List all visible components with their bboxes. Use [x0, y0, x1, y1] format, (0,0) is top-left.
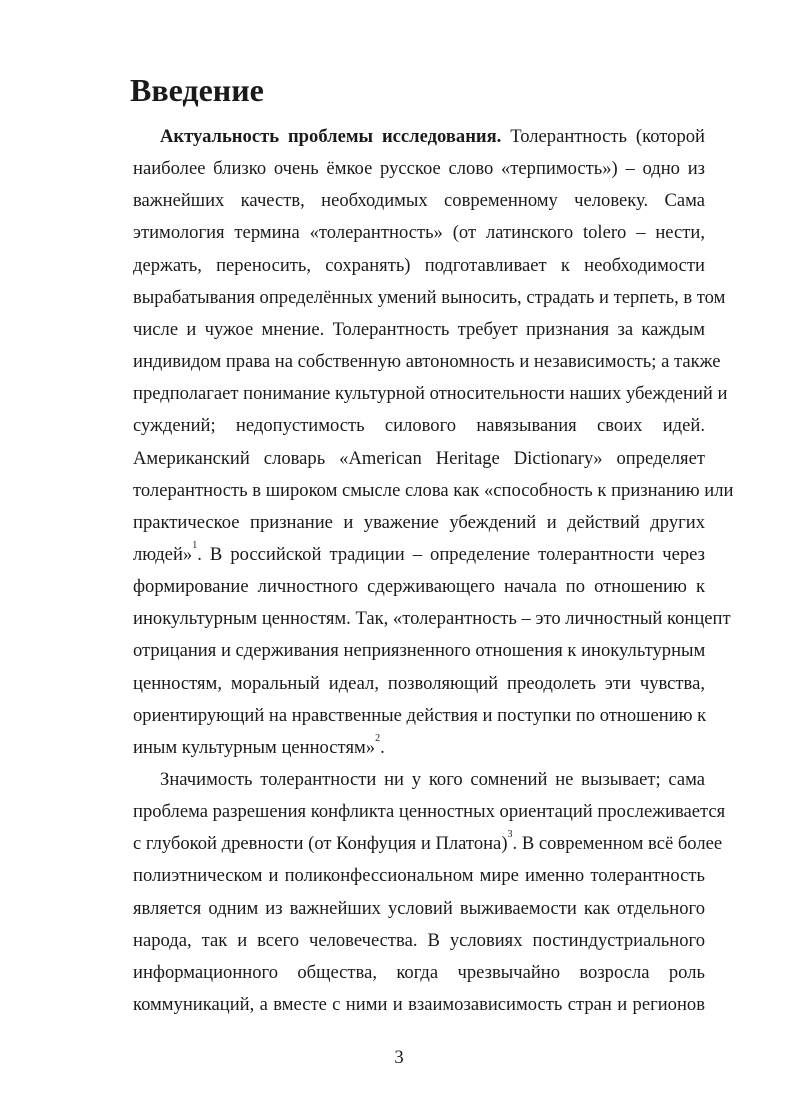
line-text: является одним из важнейших условий выживаемости как отдельного	[133, 897, 705, 919]
line-text: коммуникаций, а вместе с ними и взаимозависимость стран и регионов	[133, 994, 705, 1016]
text-line	[133, 318, 705, 342]
line-text: ценностям, моральный идеал, позволяющий преодолеть эти чувства,	[133, 672, 705, 694]
text-line	[133, 254, 705, 278]
line-text: держать, переносить, сохранять) подготавливает к необходимости	[133, 254, 705, 276]
line-text: практическое признание и уважение убеждений и действий других	[133, 511, 705, 533]
text-line	[133, 829, 723, 856]
line-text: с глубокой древности (от Конфуция и Платона)	[133, 833, 508, 855]
text-line	[133, 672, 705, 696]
section-heading: Введение	[130, 72, 264, 108]
line-text: отрицания и сдерживания неприязненного отношения к инокультурным	[133, 640, 706, 662]
line-text: полиэтническом и поликонфессиональном мире именно толерантность	[133, 865, 705, 887]
line-text: иным культурным ценностям»	[133, 736, 376, 758]
line-text: этимология термина «толерантность» (от латинского tolero – нести,	[133, 222, 705, 244]
line-text: ориентирующий на нравственные действия и поступки по отношению к	[133, 704, 707, 726]
line-text: проблема разрешения конфликта ценностных ориентаций прослеживается	[133, 801, 726, 823]
line-text-after-footnote: . В современном всё более	[512, 833, 723, 855]
line-text: предполагает понимание культурной относительности наших убеждений и	[133, 383, 728, 405]
text-line	[133, 961, 705, 985]
text-line	[133, 447, 705, 471]
text-line	[133, 286, 726, 310]
line-text: Значимость толерантности ни у кого сомнений не вызывает; сама	[160, 769, 705, 790]
text-line	[133, 864, 705, 888]
text-line	[133, 221, 705, 245]
text-line	[133, 732, 705, 760]
text-line	[133, 157, 705, 181]
line-text: индивидом права на собственную автономность и независимость; а также	[133, 351, 721, 373]
bold-lead-in: Актуальность проблемы исследования.	[160, 126, 502, 147]
text-line	[133, 639, 705, 663]
page-number: 3	[394, 1047, 404, 1068]
line-text: Толерантность (которой	[501, 126, 705, 147]
text-line	[133, 575, 705, 599]
line-text: формирование личностного сдерживающего начала по отношению к	[133, 576, 705, 598]
text-line	[133, 993, 705, 1017]
line-text-after-footnote: . В российской традиции – определение толерантности через	[197, 543, 705, 565]
line-text: Американский словарь «American Heritage Dictionary» определяет	[133, 447, 705, 469]
text-line	[133, 897, 705, 921]
footnote-marker[interactable]: 1	[192, 539, 198, 551]
text-line	[133, 800, 726, 824]
text-line	[133, 704, 705, 728]
line-text: числе и чужое мнение. Толерантность требует признания за каждым	[133, 318, 705, 340]
line-text: людей»	[133, 543, 193, 565]
line-text: суждений; недопустимость силового навязывания своих идей.	[133, 415, 705, 437]
line-text: народа, так и всего человечества. В условиях постиндустриального	[133, 929, 705, 951]
line-text: вырабатывания определённых умений выносить, страдать и терпеть, в том	[133, 286, 726, 308]
line-text-after-footnote: .	[380, 736, 385, 758]
text-line	[133, 929, 705, 953]
line-text: информационного общества, когда чрезвычайно возросла роль	[133, 961, 705, 983]
text-line	[133, 414, 705, 438]
text-line	[133, 539, 705, 567]
footnote-marker[interactable]: 2	[375, 732, 381, 744]
line-text: толерантность в широком смысле слова как «способность к признанию или	[133, 479, 734, 501]
text-line	[160, 125, 705, 149]
text-line	[133, 479, 734, 503]
footnote-marker[interactable]: 3	[507, 829, 513, 841]
text-line	[133, 511, 705, 535]
line-text: инокультурным ценностям. Так, «толерантность – это личностный концепт	[133, 608, 731, 630]
text-line	[133, 350, 721, 374]
line-text: наиболее близко очень ёмкое русское слово «терпимость») – одно из	[133, 158, 705, 180]
line-text: важнейших качеств, необходимых современному человеку. Сама	[133, 190, 705, 212]
text-line	[133, 607, 731, 631]
text-line	[133, 189, 705, 213]
text-line	[160, 768, 705, 792]
text-line	[133, 382, 728, 406]
